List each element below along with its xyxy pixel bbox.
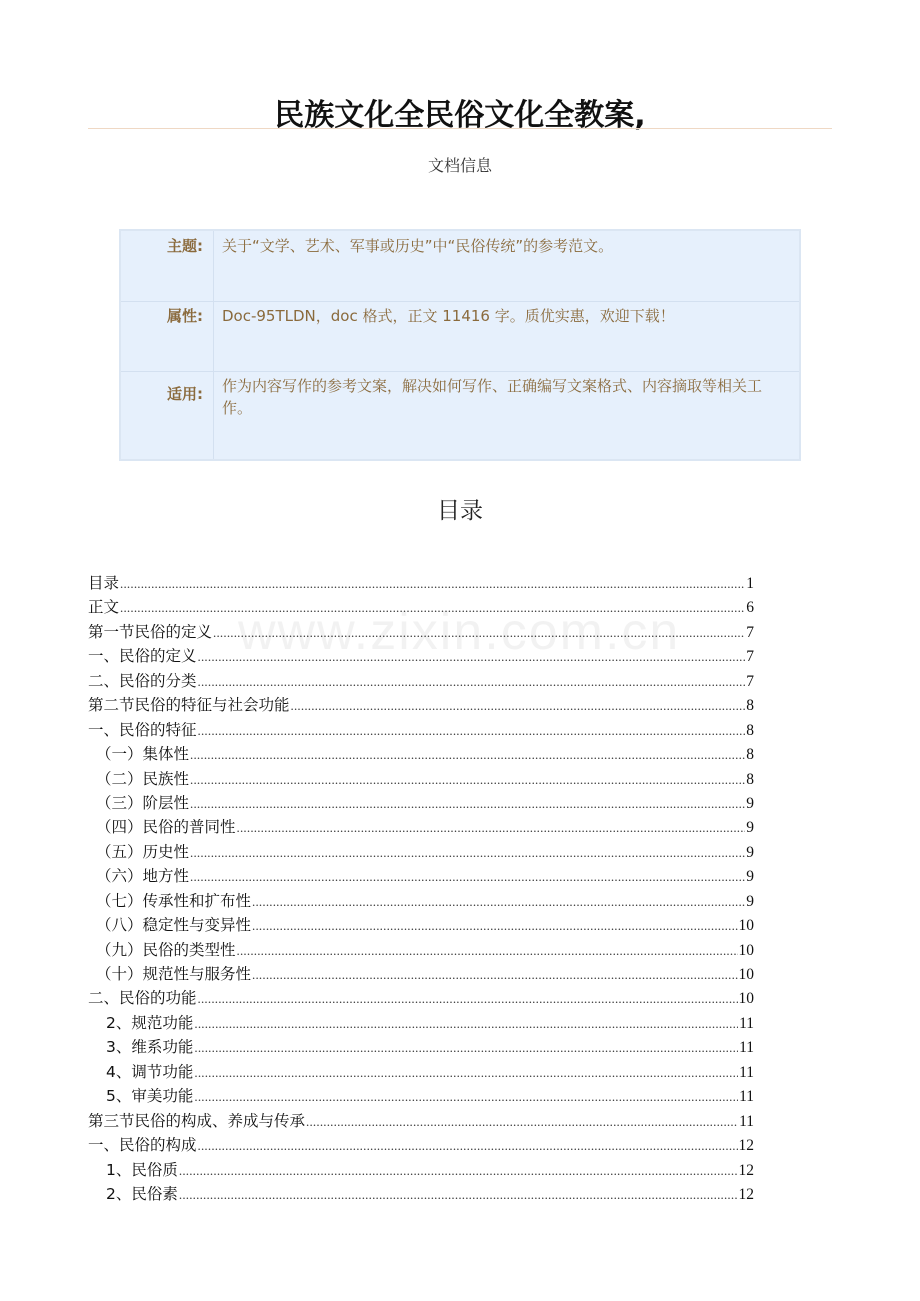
toc-dot-leader: [198, 674, 746, 690]
toc-entry-label[interactable]: （九）民俗的类型性: [96, 940, 236, 959]
toc-entry[interactable]: [88, 620, 754, 644]
document-info-heading: 文档信息: [427, 156, 492, 175]
toc-dot-leader: [198, 723, 746, 739]
info-value: 作为内容写作的参考文案，解决如何写作、正确编写文案格式、内容摘取等相关工作。: [222, 377, 763, 417]
document-title: 民族文化全民俗文化全教案,: [274, 98, 646, 133]
toc-entry-label[interactable]: （四）民俗的普同性: [96, 818, 236, 837]
info-value: 关于“文学、艺术、军事或历史”中“民俗传统”的参考范文。: [222, 237, 614, 255]
info-row-usage: [121, 371, 799, 459]
toc-entry[interactable]: [88, 1133, 754, 1157]
toc-entry-label[interactable]: 目录: [88, 574, 120, 592]
toc-entry-page[interactable]: 9: [746, 794, 754, 812]
toc-dot-leader: [190, 845, 745, 861]
toc-dot-leader: [120, 576, 745, 592]
toc-entry[interactable]: [88, 889, 754, 913]
toc-entry-page[interactable]: 9: [746, 819, 754, 837]
toc-dot-leader: [252, 918, 737, 934]
toc-entry-page[interactable]: 8: [746, 721, 754, 739]
toc-dot-leader: [237, 820, 746, 836]
toc-dot-leader: [198, 649, 746, 665]
toc-entry-page[interactable]: 10: [738, 966, 754, 983]
toc-entry-page[interactable]: 1: [746, 575, 754, 592]
toc-entry[interactable]: [88, 1060, 754, 1084]
toc-entry-page[interactable]: 10: [738, 941, 754, 959]
toc-entry[interactable]: [88, 962, 754, 986]
toc-heading: 目录: [437, 498, 483, 524]
toc-entry-page[interactable]: 11: [739, 1112, 754, 1130]
toc-dot-leader: [179, 1163, 738, 1179]
toc-entry-page[interactable]: 8: [746, 697, 754, 715]
toc-entry[interactable]: [88, 815, 754, 839]
toc-entry-page[interactable]: 12: [738, 1185, 754, 1203]
toc-entry-label[interactable]: （三）阶层性: [96, 793, 190, 812]
toc-entry-page[interactable]: 7: [746, 623, 754, 641]
toc-entry-page[interactable]: 9: [746, 843, 754, 861]
toc-dot-leader: [291, 698, 746, 714]
toc-entry[interactable]: [88, 767, 754, 791]
toc-entry[interactable]: [88, 1182, 754, 1206]
toc-entry-label[interactable]: 一、民俗的特征: [88, 720, 197, 739]
toc-entry[interactable]: [88, 595, 754, 619]
toc-dot-leader: [198, 1138, 738, 1154]
toc-entry[interactable]: [88, 1084, 754, 1108]
watermark: www.zixin.com.cn: [238, 603, 681, 661]
toc-entry-label[interactable]: 一、民俗的构成: [88, 1136, 197, 1155]
toc-entry-label[interactable]: （二）民族性: [96, 769, 190, 788]
toc-dot-leader: [237, 943, 738, 959]
toc-entry-page[interactable]: 10: [738, 990, 754, 1008]
toc-entry-label[interactable]: 2、规范功能: [106, 1013, 194, 1032]
info-label: 适用:: [167, 385, 203, 403]
info-label: 主题:: [167, 237, 203, 255]
table-of-contents: [88, 571, 754, 1206]
toc-entry-page[interactable]: 10: [738, 917, 754, 935]
toc-dot-leader: [190, 747, 745, 763]
toc-dot-leader: [120, 600, 745, 616]
info-label: 属性:: [167, 307, 203, 325]
toc-entry-label[interactable]: （七）传承性和扩布性: [96, 891, 252, 910]
toc-entry[interactable]: [88, 791, 754, 815]
toc-entry-page[interactable]: 9: [746, 892, 754, 910]
toc-entry-label[interactable]: 第三节民俗的构成、养成与传承: [88, 1111, 306, 1130]
info-row-attributes: [121, 301, 799, 372]
toc-dot-leader: [198, 991, 738, 1007]
toc-entry[interactable]: [88, 1109, 754, 1133]
info-value: Doc-95TLDN，doc 格式，正文 11416 字。质优实惠，欢迎下载！: [222, 307, 675, 325]
toc-entry-label[interactable]: 第一节民俗的定义: [88, 622, 213, 641]
title-divider: [88, 128, 832, 129]
toc-dot-leader: [306, 1114, 738, 1130]
toc-entry[interactable]: [88, 669, 754, 693]
toc-entry-page[interactable]: 12: [738, 1137, 754, 1155]
toc-entry-page[interactable]: 9: [746, 868, 754, 886]
toc-entry-page[interactable]: 12: [738, 1161, 754, 1179]
toc-entry-page[interactable]: 11: [739, 1088, 754, 1106]
toc-entry-page[interactable]: 7: [746, 672, 754, 690]
toc-entry-label[interactable]: 3、维系功能: [106, 1038, 194, 1057]
toc-entry-label[interactable]: 二、民俗的分类: [88, 671, 197, 690]
toc-dot-leader: [190, 796, 745, 812]
toc-dot-leader: [194, 1016, 738, 1032]
toc-entry-label[interactable]: 第二节民俗的特征与社会功能: [88, 696, 290, 715]
toc-dot-leader: [213, 625, 745, 641]
toc-entry-page[interactable]: 11: [739, 1014, 754, 1032]
toc-entry-page[interactable]: 7: [746, 648, 754, 666]
toc-entry[interactable]: [88, 742, 754, 766]
toc-dot-leader: [194, 1089, 738, 1105]
toc-entry-label[interactable]: （五）历史性: [96, 842, 190, 861]
toc-entry[interactable]: [88, 864, 754, 888]
toc-entry-label[interactable]: （六）地方性: [96, 867, 190, 886]
toc-entry-label[interactable]: （十）规范性与服务性: [96, 965, 252, 983]
toc-entry[interactable]: [88, 571, 754, 595]
toc-dot-leader: [179, 1187, 738, 1203]
toc-entry[interactable]: [88, 644, 754, 668]
toc-dot-leader: [190, 869, 745, 885]
toc-entry-label[interactable]: 5、审美功能: [106, 1087, 194, 1106]
toc-entry-label[interactable]: 1、民俗质: [106, 1160, 178, 1179]
toc-dot-leader: [194, 1065, 738, 1081]
toc-entry[interactable]: [88, 1035, 754, 1059]
toc-entry-label[interactable]: 4、调节功能: [106, 1062, 194, 1081]
info-row-subject: [121, 231, 799, 302]
toc-entry-page[interactable]: 11: [739, 1063, 754, 1081]
toc-entry[interactable]: [88, 1158, 754, 1182]
toc-entry[interactable]: [88, 938, 754, 962]
toc-entry-label[interactable]: 2、民俗素: [106, 1184, 178, 1203]
toc-entry-label[interactable]: （八）稳定性与变异性: [96, 916, 252, 935]
toc-entry[interactable]: [88, 693, 754, 717]
toc-entry[interactable]: [88, 913, 754, 937]
toc-dot-leader: [252, 967, 737, 983]
document-info-table: [119, 229, 801, 461]
toc-entry[interactable]: [88, 718, 754, 742]
toc-dot-leader: [252, 894, 745, 910]
toc-entry[interactable]: [88, 986, 754, 1010]
toc-entry-label[interactable]: 二、民俗的功能: [88, 989, 197, 1008]
toc-entry-page[interactable]: 8: [746, 746, 754, 764]
toc-entry-page[interactable]: 6: [746, 599, 754, 617]
toc-dot-leader: [194, 1040, 738, 1056]
toc-entry-page[interactable]: 8: [746, 770, 754, 788]
toc-entry-label[interactable]: （一）集体性: [96, 745, 190, 764]
toc-entry-label[interactable]: 正文: [88, 598, 120, 617]
toc-entry-page[interactable]: 11: [739, 1039, 754, 1057]
toc-dot-leader: [190, 772, 745, 788]
toc-entry[interactable]: [88, 1011, 754, 1035]
toc-entry-label[interactable]: 一、民俗的定义: [88, 647, 197, 666]
toc-entry[interactable]: [88, 840, 754, 864]
